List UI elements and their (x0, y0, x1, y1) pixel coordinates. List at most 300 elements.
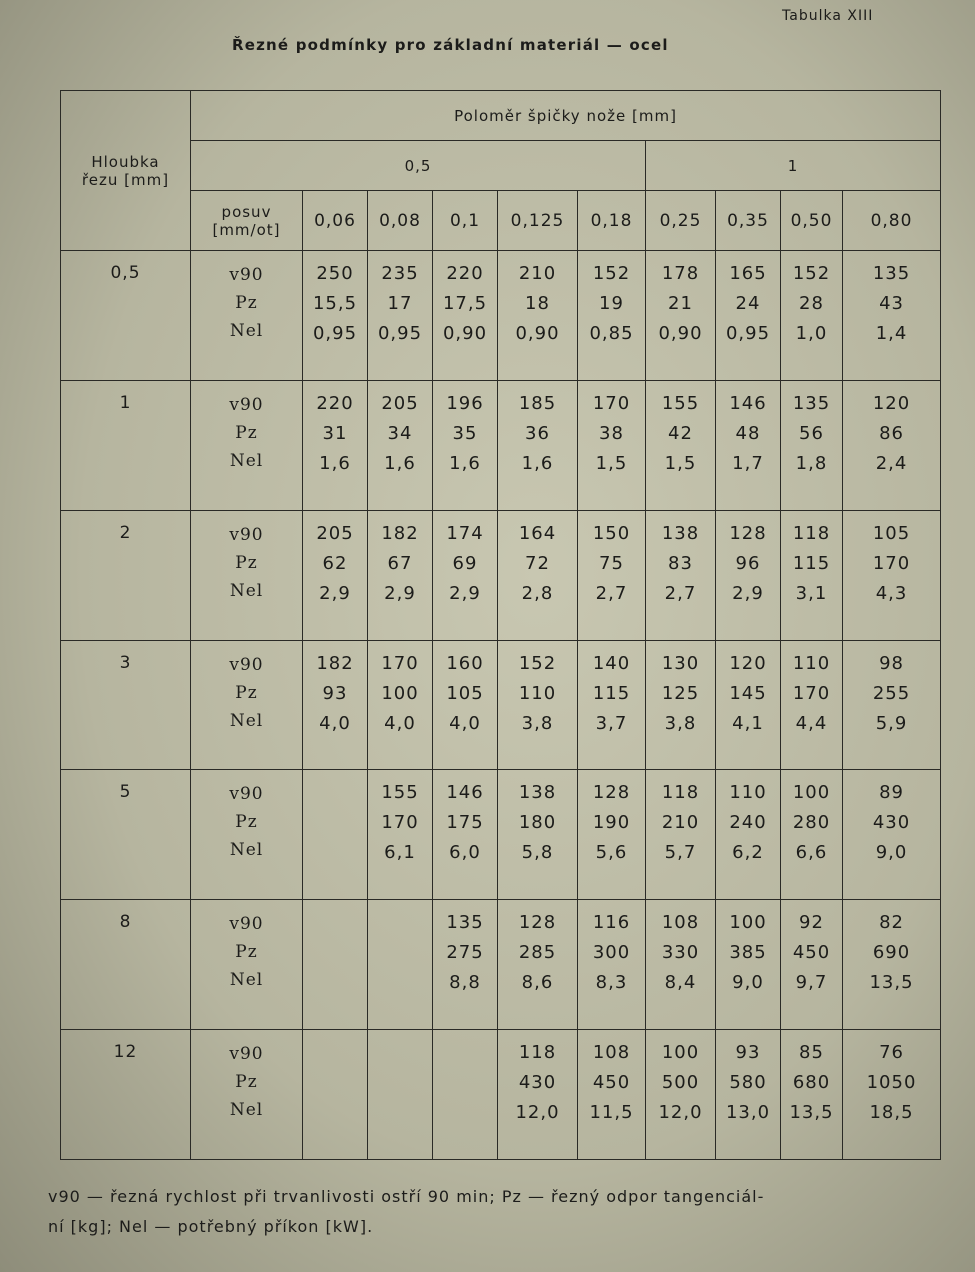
symbol-label: v90 (229, 784, 264, 805)
cell-value: 240 (729, 812, 767, 834)
cell-value: 17 (387, 293, 413, 314)
depth-cell: 12 (61, 1030, 191, 1160)
symbol-label: v90 (229, 394, 264, 415)
cell-value: 115 (592, 682, 631, 704)
cell-value (304, 838, 366, 868)
cell-value: 275 (446, 942, 484, 964)
value-cell (843, 900, 941, 1030)
value-cell (433, 640, 498, 770)
value-cell (781, 770, 843, 900)
cell-value: 100 (381, 682, 419, 704)
cell-value: 1,0 (795, 323, 828, 344)
value-cell (578, 640, 646, 770)
cell-value: 118 (661, 782, 700, 804)
symbols-cell (191, 380, 303, 510)
symbol-label: v90 (229, 654, 264, 675)
symbol-label: v90 (229, 1044, 264, 1065)
value-cell (843, 640, 941, 770)
cell-value: 220 (316, 392, 354, 414)
value-cell (368, 1030, 433, 1160)
cell-value: 280 (792, 812, 831, 834)
symbol-label: v90 (229, 524, 264, 545)
cell-value: 170 (381, 652, 419, 674)
feed-value-header: 0,35 (716, 191, 781, 251)
cell-value: 43 (879, 293, 904, 314)
value-cell (578, 251, 646, 381)
value-cell (498, 900, 578, 1030)
cell-value: 1,7 (732, 452, 764, 474)
table-row (61, 640, 941, 770)
value-cell (368, 251, 433, 381)
cell-value: 5,8 (521, 842, 554, 864)
cell-value: 1,6 (319, 452, 351, 474)
depth-cell: 2 (61, 510, 191, 640)
value-cell (498, 770, 578, 900)
symbol-label: v90 (229, 914, 264, 935)
cell-value: 110 (792, 652, 831, 674)
cell-value: 35 (452, 422, 478, 444)
value-cell (368, 510, 433, 640)
value-cell (843, 510, 941, 640)
value-cell (368, 640, 433, 770)
cell-value: 146 (446, 782, 484, 804)
value-cell (433, 380, 498, 510)
cell-value: 285 (518, 942, 557, 964)
symbol-label: Nel (229, 840, 264, 861)
cell-value: 135 (792, 392, 831, 414)
cell-value: 1,4 (875, 323, 908, 344)
cell-value: 118 (518, 1042, 557, 1064)
cell-value: 8,4 (664, 972, 697, 994)
cell-value: 190 (592, 812, 631, 834)
value-cell (716, 640, 781, 770)
radius-group-0-5: 0,5 (191, 141, 646, 191)
cell-value: 4,4 (795, 712, 828, 734)
cell-value: 105 (872, 522, 911, 544)
footnote (48, 1182, 948, 1242)
value-cell (646, 770, 716, 900)
cell-value: 5,9 (875, 712, 908, 734)
symbols-cell (191, 1030, 303, 1160)
cell-value: 18,5 (869, 1102, 914, 1124)
feed-header: posuv [mm/ot] (191, 191, 303, 251)
cell-value: 116 (592, 912, 631, 934)
cell-value: 210 (518, 263, 557, 284)
value-cell (843, 380, 941, 510)
cell-value: 580 (729, 1072, 767, 1094)
cell-value: 85 (799, 1042, 824, 1064)
cell-value: 2,7 (664, 582, 697, 604)
symbols-cell (191, 770, 303, 900)
cell-value: 1,5 (595, 452, 628, 474)
cell-value (434, 1038, 496, 1068)
value-cell (781, 510, 843, 640)
value-cell (716, 251, 781, 381)
cell-value: 164 (518, 522, 557, 544)
cell-value: 3,1 (795, 582, 828, 604)
cell-value: 170 (872, 552, 911, 574)
cell-value: 17,5 (442, 293, 488, 314)
cell-value: 21 (668, 293, 693, 314)
depth-cell: 8 (61, 900, 191, 1030)
table-row (61, 900, 941, 1030)
cell-value: 118 (792, 522, 831, 544)
cell-value: 135 (872, 263, 911, 284)
cell-value: 15,5 (312, 293, 358, 314)
cell-value: 165 (729, 263, 767, 284)
cell-value: 1050 (866, 1072, 917, 1094)
value-cell (781, 251, 843, 381)
cell-value: 96 (735, 552, 761, 574)
cell-value: 105 (446, 682, 484, 704)
cell-value: 150 (592, 522, 631, 544)
symbol-label: Pz (235, 942, 258, 963)
cell-value: 34 (387, 422, 413, 444)
cell-value (304, 908, 366, 938)
value-cell (646, 900, 716, 1030)
cell-value: 8,8 (449, 972, 481, 994)
symbol-label: Nel (229, 450, 264, 471)
value-cell (498, 1030, 578, 1160)
symbols-cell (191, 900, 303, 1030)
table-row (61, 251, 941, 381)
cell-value: 1,6 (384, 452, 416, 474)
value-cell (646, 1030, 716, 1160)
value-cell (498, 380, 578, 510)
feed-value-header: 0,1 (433, 191, 498, 251)
feed-value-header: 0,25 (646, 191, 716, 251)
cell-value (304, 938, 366, 968)
value-cell (646, 251, 716, 381)
cell-value (304, 968, 366, 998)
cell-value: 6,6 (795, 842, 828, 864)
cell-value: 83 (668, 552, 693, 574)
cell-value: 250 (316, 263, 354, 284)
value-cell (303, 510, 368, 640)
cell-value: 155 (381, 782, 419, 804)
feed-value-header: 0,06 (303, 191, 368, 251)
value-cell (843, 1030, 941, 1160)
value-cell (578, 510, 646, 640)
symbol-label: v90 (229, 265, 264, 285)
value-cell (578, 770, 646, 900)
cell-value: 3,8 (664, 712, 697, 734)
page-title: Řezné podmínky pro základní materiál — ocel (232, 36, 669, 54)
value-cell (781, 900, 843, 1030)
cell-value: 89 (879, 782, 904, 804)
cell-value: 1,5 (664, 452, 697, 474)
value-cell (433, 1030, 498, 1160)
cell-value: 1,6 (449, 452, 481, 474)
cell-value (369, 1038, 431, 1068)
cell-value: 12,0 (515, 1102, 560, 1124)
cell-value: 1,8 (795, 452, 828, 474)
cell-value: 152 (518, 652, 557, 674)
footnote-line-1: v90 — řezná rychlost při trvanlivosti ostří 90 min; Pz — řezný odpor tangenciál- (48, 1187, 765, 1206)
radius-header: Poloměr špičky nože [mm] (191, 91, 941, 141)
cell-value: 2,9 (319, 582, 351, 604)
cell-value: 180 (518, 812, 557, 834)
depth-header: Hloubka řezu [mm] (61, 91, 191, 251)
value-cell (303, 900, 368, 1030)
table-row (61, 380, 941, 510)
value-cell (716, 510, 781, 640)
symbols-cell (191, 251, 303, 381)
cell-value: 108 (592, 1042, 631, 1064)
cell-value: 115 (792, 552, 831, 574)
cell-value: 6,0 (449, 842, 481, 864)
value-cell (433, 251, 498, 381)
cell-value: 2,9 (732, 582, 764, 604)
cell-value (304, 1098, 366, 1128)
cell-value: 8,3 (595, 972, 628, 994)
cell-value: 145 (729, 682, 767, 704)
cell-value: 48 (735, 422, 761, 444)
cell-value: 110 (729, 782, 767, 804)
cell-value: 450 (592, 1072, 631, 1094)
cell-value: 0,95 (725, 323, 771, 344)
cell-value: 0,95 (312, 323, 358, 344)
cell-value: 128 (518, 912, 557, 934)
cell-value: 19 (599, 293, 624, 314)
cell-value: 210 (661, 812, 700, 834)
cell-value: 28 (799, 293, 824, 314)
depth-cell: 3 (61, 640, 191, 770)
symbol-label: Pz (235, 422, 258, 443)
symbol-label: Nel (229, 710, 264, 731)
cell-value: 430 (518, 1072, 557, 1094)
cell-value: 170 (792, 682, 831, 704)
cell-value: 42 (668, 422, 693, 444)
cell-value: 82 (879, 912, 904, 934)
depth-cell: 0,5 (61, 251, 191, 381)
cell-value: 205 (316, 522, 354, 544)
value-cell (781, 1030, 843, 1160)
cell-value: 128 (729, 522, 767, 544)
cell-value: 3,7 (595, 712, 628, 734)
cell-value: 93 (735, 1042, 761, 1064)
value-cell (498, 640, 578, 770)
feed-value-header: 0,50 (781, 191, 843, 251)
cell-value: 130 (661, 652, 700, 674)
cell-value: 12,0 (658, 1102, 703, 1124)
depth-cell: 5 (61, 770, 191, 900)
cell-value: 500 (661, 1072, 700, 1094)
feed-value-header: 0,80 (843, 191, 941, 251)
cell-value: 31 (322, 422, 348, 444)
symbol-label: Nel (229, 321, 264, 341)
cell-value: 72 (525, 552, 550, 574)
cell-value: 36 (525, 422, 550, 444)
value-cell (716, 770, 781, 900)
cell-value: 128 (592, 782, 631, 804)
cell-value: 2,8 (521, 582, 554, 604)
cell-value: 255 (872, 682, 911, 704)
value-cell (646, 510, 716, 640)
value-cell (433, 770, 498, 900)
cell-value: 178 (661, 263, 700, 284)
cell-value: 86 (879, 422, 904, 444)
cell-value: 13,5 (789, 1102, 834, 1124)
table-row (61, 510, 941, 640)
value-cell (578, 380, 646, 510)
cell-value: 138 (518, 782, 557, 804)
cell-value: 4,3 (875, 582, 908, 604)
cell-value: 2,4 (875, 452, 908, 474)
symbols-cell (191, 510, 303, 640)
cell-value: 120 (872, 392, 911, 414)
cell-value: 170 (592, 392, 631, 414)
cell-value: 235 (381, 263, 419, 284)
cell-value: 0,95 (377, 323, 423, 344)
cell-value: 56 (799, 422, 824, 444)
symbol-label: Pz (235, 682, 258, 703)
feed-value-header: 0,18 (578, 191, 646, 251)
cell-value: 2,9 (449, 582, 481, 604)
cell-value: 140 (592, 652, 631, 674)
value-cell (646, 640, 716, 770)
cell-value: 98 (879, 652, 904, 674)
cell-value: 8,6 (521, 972, 554, 994)
symbol-label: Pz (235, 812, 258, 833)
cell-value: 135 (446, 912, 484, 934)
cell-value: 2,7 (595, 582, 628, 604)
footnote-line-2: ní [kg]; Nel — potřebný příkon [kW]. (48, 1217, 374, 1236)
cell-value: 146 (729, 392, 767, 414)
value-cell (433, 900, 498, 1030)
symbol-label: Pz (235, 1072, 258, 1093)
cell-value (369, 1098, 431, 1128)
cell-value (369, 908, 431, 938)
value-cell (303, 251, 368, 381)
cell-value: 330 (661, 942, 700, 964)
value-cell (303, 380, 368, 510)
cell-value: 0,85 (589, 323, 634, 344)
cell-value: 9,0 (732, 972, 764, 994)
radius-group-1: 1 (646, 141, 941, 191)
value-cell (433, 510, 498, 640)
cell-value (369, 968, 431, 998)
cell-value: 175 (446, 812, 484, 834)
cell-value: 155 (661, 392, 700, 414)
value-cell (303, 770, 368, 900)
cell-value: 13,0 (725, 1102, 771, 1124)
table-row (61, 770, 941, 900)
cell-value: 185 (518, 392, 557, 414)
value-cell (843, 251, 941, 381)
cell-value: 67 (387, 552, 413, 574)
symbols-cell (191, 640, 303, 770)
value-cell (843, 770, 941, 900)
value-cell (578, 900, 646, 1030)
cell-value: 3,8 (521, 712, 554, 734)
cell-value: 11,5 (589, 1102, 634, 1124)
value-cell (368, 380, 433, 510)
value-cell (781, 380, 843, 510)
value-cell (303, 640, 368, 770)
cell-value: 152 (592, 263, 631, 284)
value-cell (646, 380, 716, 510)
cell-value: 100 (661, 1042, 700, 1064)
cell-value: 4,0 (319, 712, 351, 734)
cell-value: 100 (792, 782, 831, 804)
cell-value: 160 (446, 652, 484, 674)
cell-value: 174 (446, 522, 484, 544)
cell-value: 69 (452, 552, 478, 574)
cell-value: 4,0 (384, 712, 416, 734)
cell-value: 120 (729, 652, 767, 674)
cell-value: 4,0 (449, 712, 481, 734)
cutting-conditions-table (60, 90, 941, 1160)
cell-value: 0,90 (515, 323, 560, 344)
cell-value: 5,6 (595, 842, 628, 864)
cell-value: 4,1 (732, 712, 764, 734)
cell-value: 5,7 (664, 842, 697, 864)
cell-value (304, 778, 366, 808)
cell-value: 196 (446, 392, 484, 414)
symbol-label: Pz (235, 552, 258, 573)
value-cell (716, 380, 781, 510)
cell-value: 0,90 (442, 323, 488, 344)
cell-value: 62 (322, 552, 348, 574)
cell-value: 182 (381, 522, 419, 544)
value-cell (716, 1030, 781, 1160)
cell-value: 430 (872, 812, 911, 834)
symbol-label: Nel (229, 1100, 264, 1121)
value-cell (498, 251, 578, 381)
value-cell (368, 770, 433, 900)
cell-value: 300 (592, 942, 631, 964)
feed-value-header: 0,08 (368, 191, 433, 251)
cell-value (304, 1068, 366, 1098)
table-row (61, 1030, 941, 1160)
value-cell (368, 900, 433, 1030)
cell-value (434, 1068, 496, 1098)
value-cell (716, 900, 781, 1030)
feed-value-header: 0,125 (498, 191, 578, 251)
symbol-label: Nel (229, 970, 264, 991)
cell-value: 182 (316, 652, 354, 674)
cell-value: 138 (661, 522, 700, 544)
cell-value: 125 (661, 682, 700, 704)
value-cell (578, 1030, 646, 1160)
symbol-label: Pz (235, 293, 258, 313)
cell-value: 690 (872, 942, 911, 964)
cell-value (304, 808, 366, 838)
cell-value: 450 (792, 942, 831, 964)
cell-value: 13,5 (869, 972, 914, 994)
cell-value: 680 (792, 1072, 831, 1094)
cell-value: 205 (381, 392, 419, 414)
cell-value (434, 1098, 496, 1128)
cell-value: 92 (799, 912, 824, 934)
cell-value: 170 (381, 812, 419, 834)
cell-value: 9,0 (875, 842, 908, 864)
cell-value: 6,1 (384, 842, 416, 864)
cell-value: 24 (735, 293, 761, 314)
depth-cell: 1 (61, 380, 191, 510)
cell-value: 75 (599, 552, 624, 574)
value-cell (303, 1030, 368, 1160)
cell-value: 93 (322, 682, 348, 704)
cell-value: 6,2 (732, 842, 764, 864)
cell-value: 18 (525, 293, 550, 314)
cell-value: 108 (661, 912, 700, 934)
cell-value: 38 (599, 422, 624, 444)
value-cell (781, 640, 843, 770)
cell-value (369, 1068, 431, 1098)
cell-value: 100 (729, 912, 767, 934)
